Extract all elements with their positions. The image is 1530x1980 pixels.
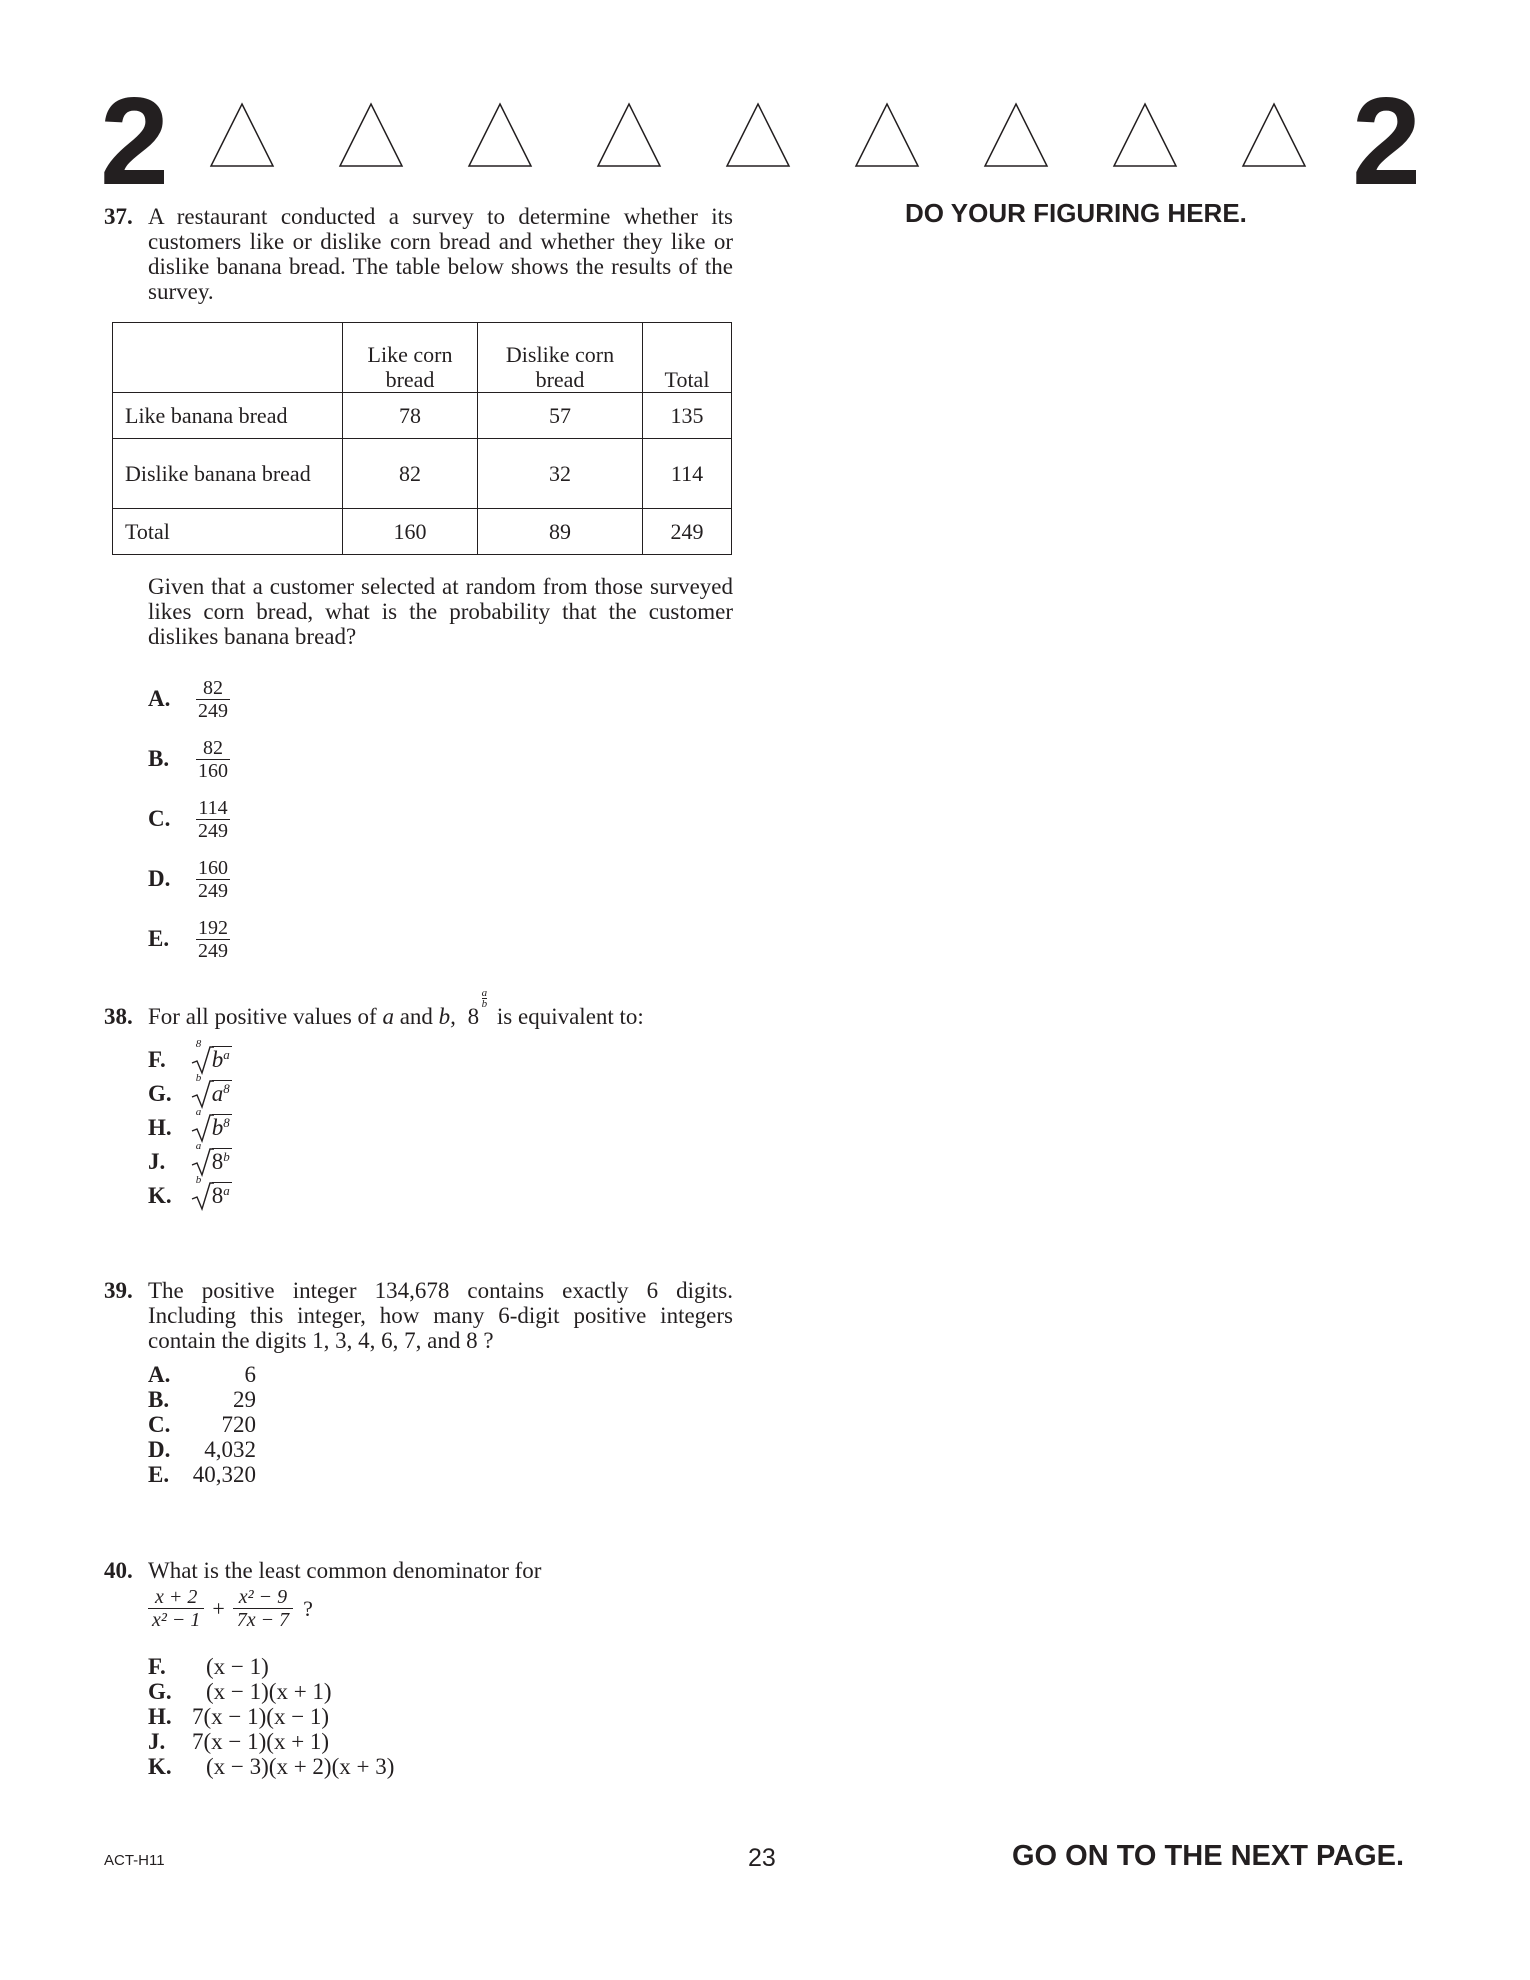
option-letter: F. bbox=[148, 1047, 166, 1072]
fraction: $\frac{114}{249}$ bbox=[198, 796, 228, 842]
radical-sign-icon bbox=[190, 1181, 214, 1211]
power-expression: 8 a b bbox=[467, 987, 488, 1029]
answer-option-a[interactable] bbox=[148, 1362, 256, 1387]
question-40-number: 40. bbox=[104, 1558, 133, 1583]
triangle-icon bbox=[596, 102, 662, 168]
figuring-label: DO YOUR FIGURING HERE. bbox=[905, 198, 1247, 228]
col-header-dislike-corn: Dislike corn bread bbox=[478, 323, 643, 393]
option-letter: B. bbox=[148, 1387, 170, 1412]
option-letter: D. bbox=[148, 866, 171, 891]
option-letter: G. bbox=[148, 1679, 172, 1704]
answer-option-d[interactable] bbox=[148, 1437, 256, 1462]
option-value: 720 bbox=[221, 1412, 256, 1437]
table-cell: 82 bbox=[343, 439, 478, 509]
option-letter: A. bbox=[148, 686, 171, 711]
answer-option-g[interactable] bbox=[148, 1679, 332, 1704]
answer-option-e[interactable] bbox=[148, 1462, 256, 1487]
radical-sign-icon bbox=[190, 1079, 214, 1109]
survey-table bbox=[112, 322, 732, 555]
answer-option-h[interactable] bbox=[148, 1106, 232, 1145]
radical-expression: a $b^8$ bbox=[190, 1111, 232, 1145]
option-letter: E. bbox=[148, 1462, 170, 1487]
option-value: 7(x − 1)(x − 1) bbox=[192, 1704, 330, 1729]
option-value: 6 bbox=[244, 1362, 256, 1387]
col-header-total: Total bbox=[643, 323, 732, 393]
question-38-number: 38. bbox=[104, 1004, 133, 1029]
option-letter: G. bbox=[148, 1081, 172, 1106]
row-label: Like banana bread bbox=[113, 393, 343, 439]
radical-expression: b 8$^a$ bbox=[190, 1179, 232, 1213]
table-cell: 160 bbox=[343, 509, 478, 555]
section-number-right: 2 bbox=[1352, 73, 1419, 211]
table-row bbox=[113, 509, 732, 555]
option-value: 4,032 bbox=[204, 1437, 256, 1462]
question-38-text: For all positive values of a and b, 8 a b is equivalent to: bbox=[148, 987, 644, 1029]
radical-sign-icon bbox=[190, 1045, 214, 1075]
question-37-text: A restaurant conducted a survey to determine whether its customers like or dislike corn bread and whether they like or dislike banana bread. The table below shows the results of the survey. bbox=[148, 204, 733, 304]
answer-option-e[interactable] bbox=[148, 914, 230, 964]
option-value: 40,320 bbox=[192, 1462, 256, 1487]
triangle-icon bbox=[725, 102, 791, 168]
table-cell: 89 bbox=[478, 509, 643, 555]
answer-option-c[interactable] bbox=[148, 794, 230, 844]
option-letter: H. bbox=[148, 1704, 172, 1729]
radical-sign-icon bbox=[190, 1113, 214, 1143]
option-letter: C. bbox=[148, 806, 171, 831]
answer-option-d[interactable] bbox=[148, 854, 230, 904]
answer-option-c[interactable] bbox=[148, 1412, 256, 1437]
fraction-expression: $\frac{x + 2}{\text{x² − 1}}$ + $\frac{\text{x² − 9}}{7x - 7}$ ? bbox=[148, 1586, 313, 1631]
triangle-icon bbox=[854, 102, 920, 168]
option-letter: B. bbox=[148, 746, 170, 771]
section-number-left: 2 bbox=[100, 73, 167, 211]
option-letter: J. bbox=[148, 1149, 166, 1174]
col-header-like-corn: Like corn bread bbox=[343, 323, 478, 393]
answer-option-j[interactable] bbox=[148, 1140, 232, 1179]
page-number: 23 bbox=[748, 1844, 776, 1872]
fraction: $\frac{192}{249}$ bbox=[198, 916, 228, 962]
answer-option-f[interactable] bbox=[148, 1654, 269, 1679]
table-header-row bbox=[113, 323, 732, 393]
triangle-icon bbox=[1241, 102, 1307, 168]
fractional-exponent: a b bbox=[481, 987, 488, 1010]
option-letter: J. bbox=[148, 1729, 166, 1754]
radical-expression: b $a^8$ bbox=[190, 1077, 232, 1111]
radical-sign-icon bbox=[190, 1147, 214, 1177]
option-value: (x − 3)(x + 2)(x + 3) bbox=[206, 1754, 395, 1779]
option-letter: F. bbox=[148, 1654, 166, 1679]
table-cell: 135 bbox=[643, 393, 732, 439]
answer-option-b[interactable] bbox=[148, 1387, 256, 1412]
option-value: (x − 1)(x + 1) bbox=[206, 1679, 332, 1704]
option-letter: E. bbox=[148, 926, 170, 951]
option-value: 7(x − 1)(x + 1) bbox=[192, 1729, 330, 1754]
fraction: $\frac{\text{x² − 9}}{7x - 7}$ bbox=[233, 1586, 293, 1631]
fraction: $\frac{160}{249}$ bbox=[198, 856, 228, 902]
table-row bbox=[113, 439, 732, 509]
row-label: Total bbox=[113, 509, 343, 555]
answer-option-h[interactable] bbox=[148, 1704, 329, 1729]
next-page-label: GO ON TO THE NEXT PAGE. bbox=[1012, 1840, 1405, 1872]
table-row bbox=[113, 393, 732, 439]
fraction: $\frac{82}{160}$ bbox=[198, 736, 228, 782]
option-letter: H. bbox=[148, 1115, 172, 1140]
answer-option-j[interactable] bbox=[148, 1729, 329, 1754]
answer-option-b[interactable] bbox=[148, 734, 230, 784]
triangle-icon bbox=[983, 102, 1049, 168]
table-cell: 78 bbox=[343, 393, 478, 439]
option-letter: D. bbox=[148, 1437, 171, 1462]
answer-option-f[interactable] bbox=[148, 1038, 232, 1077]
table-cell: 57 bbox=[478, 393, 643, 439]
table-cell: 249 bbox=[643, 509, 732, 555]
fraction: $\frac{x + 2}{\text{x² − 1}}$ bbox=[148, 1586, 204, 1631]
triangle-icon bbox=[1112, 102, 1178, 168]
question-40-text: What is the least common denominator for bbox=[148, 1558, 542, 1583]
option-letter: A. bbox=[148, 1362, 171, 1387]
table-cell: 114 bbox=[643, 439, 732, 509]
question-39-text: The positive integer 134,678 contains exactly 6 digits. Including this integer, how many 6-digit positive integers contain the digits 1, 3, 4, 6, 7, and 8 ? bbox=[148, 1278, 733, 1353]
question-39-number: 39. bbox=[104, 1278, 133, 1303]
fraction: $\frac{82}{249}$ bbox=[198, 676, 228, 722]
radical-expression: 8 $b^a$ bbox=[190, 1043, 232, 1077]
answer-option-k[interactable] bbox=[148, 1754, 394, 1779]
option-letter: C. bbox=[148, 1412, 171, 1437]
question-37-prompt: Given that a customer selected at random from those surveyed likes corn bread, what is the probability that the customer dislikes banana bread? bbox=[148, 574, 733, 649]
row-label: Dislike banana bread bbox=[113, 439, 343, 509]
form-code: ACT-H11 bbox=[104, 1852, 165, 1869]
table-cell: 32 bbox=[478, 439, 643, 509]
option-value: (x − 1) bbox=[206, 1654, 269, 1679]
answer-option-g[interactable] bbox=[148, 1072, 232, 1111]
triangle-icon bbox=[467, 102, 533, 168]
triangle-icon bbox=[338, 102, 404, 168]
triangle-icon bbox=[209, 102, 275, 168]
answer-option-k[interactable] bbox=[148, 1174, 232, 1213]
question-37-number: 37. bbox=[104, 204, 133, 229]
answer-option-a[interactable] bbox=[148, 674, 230, 724]
option-letter: K. bbox=[148, 1183, 172, 1208]
option-value: 29 bbox=[233, 1387, 256, 1412]
option-letter: K. bbox=[148, 1754, 172, 1779]
radical-expression: a 8$^b$ bbox=[190, 1145, 232, 1179]
